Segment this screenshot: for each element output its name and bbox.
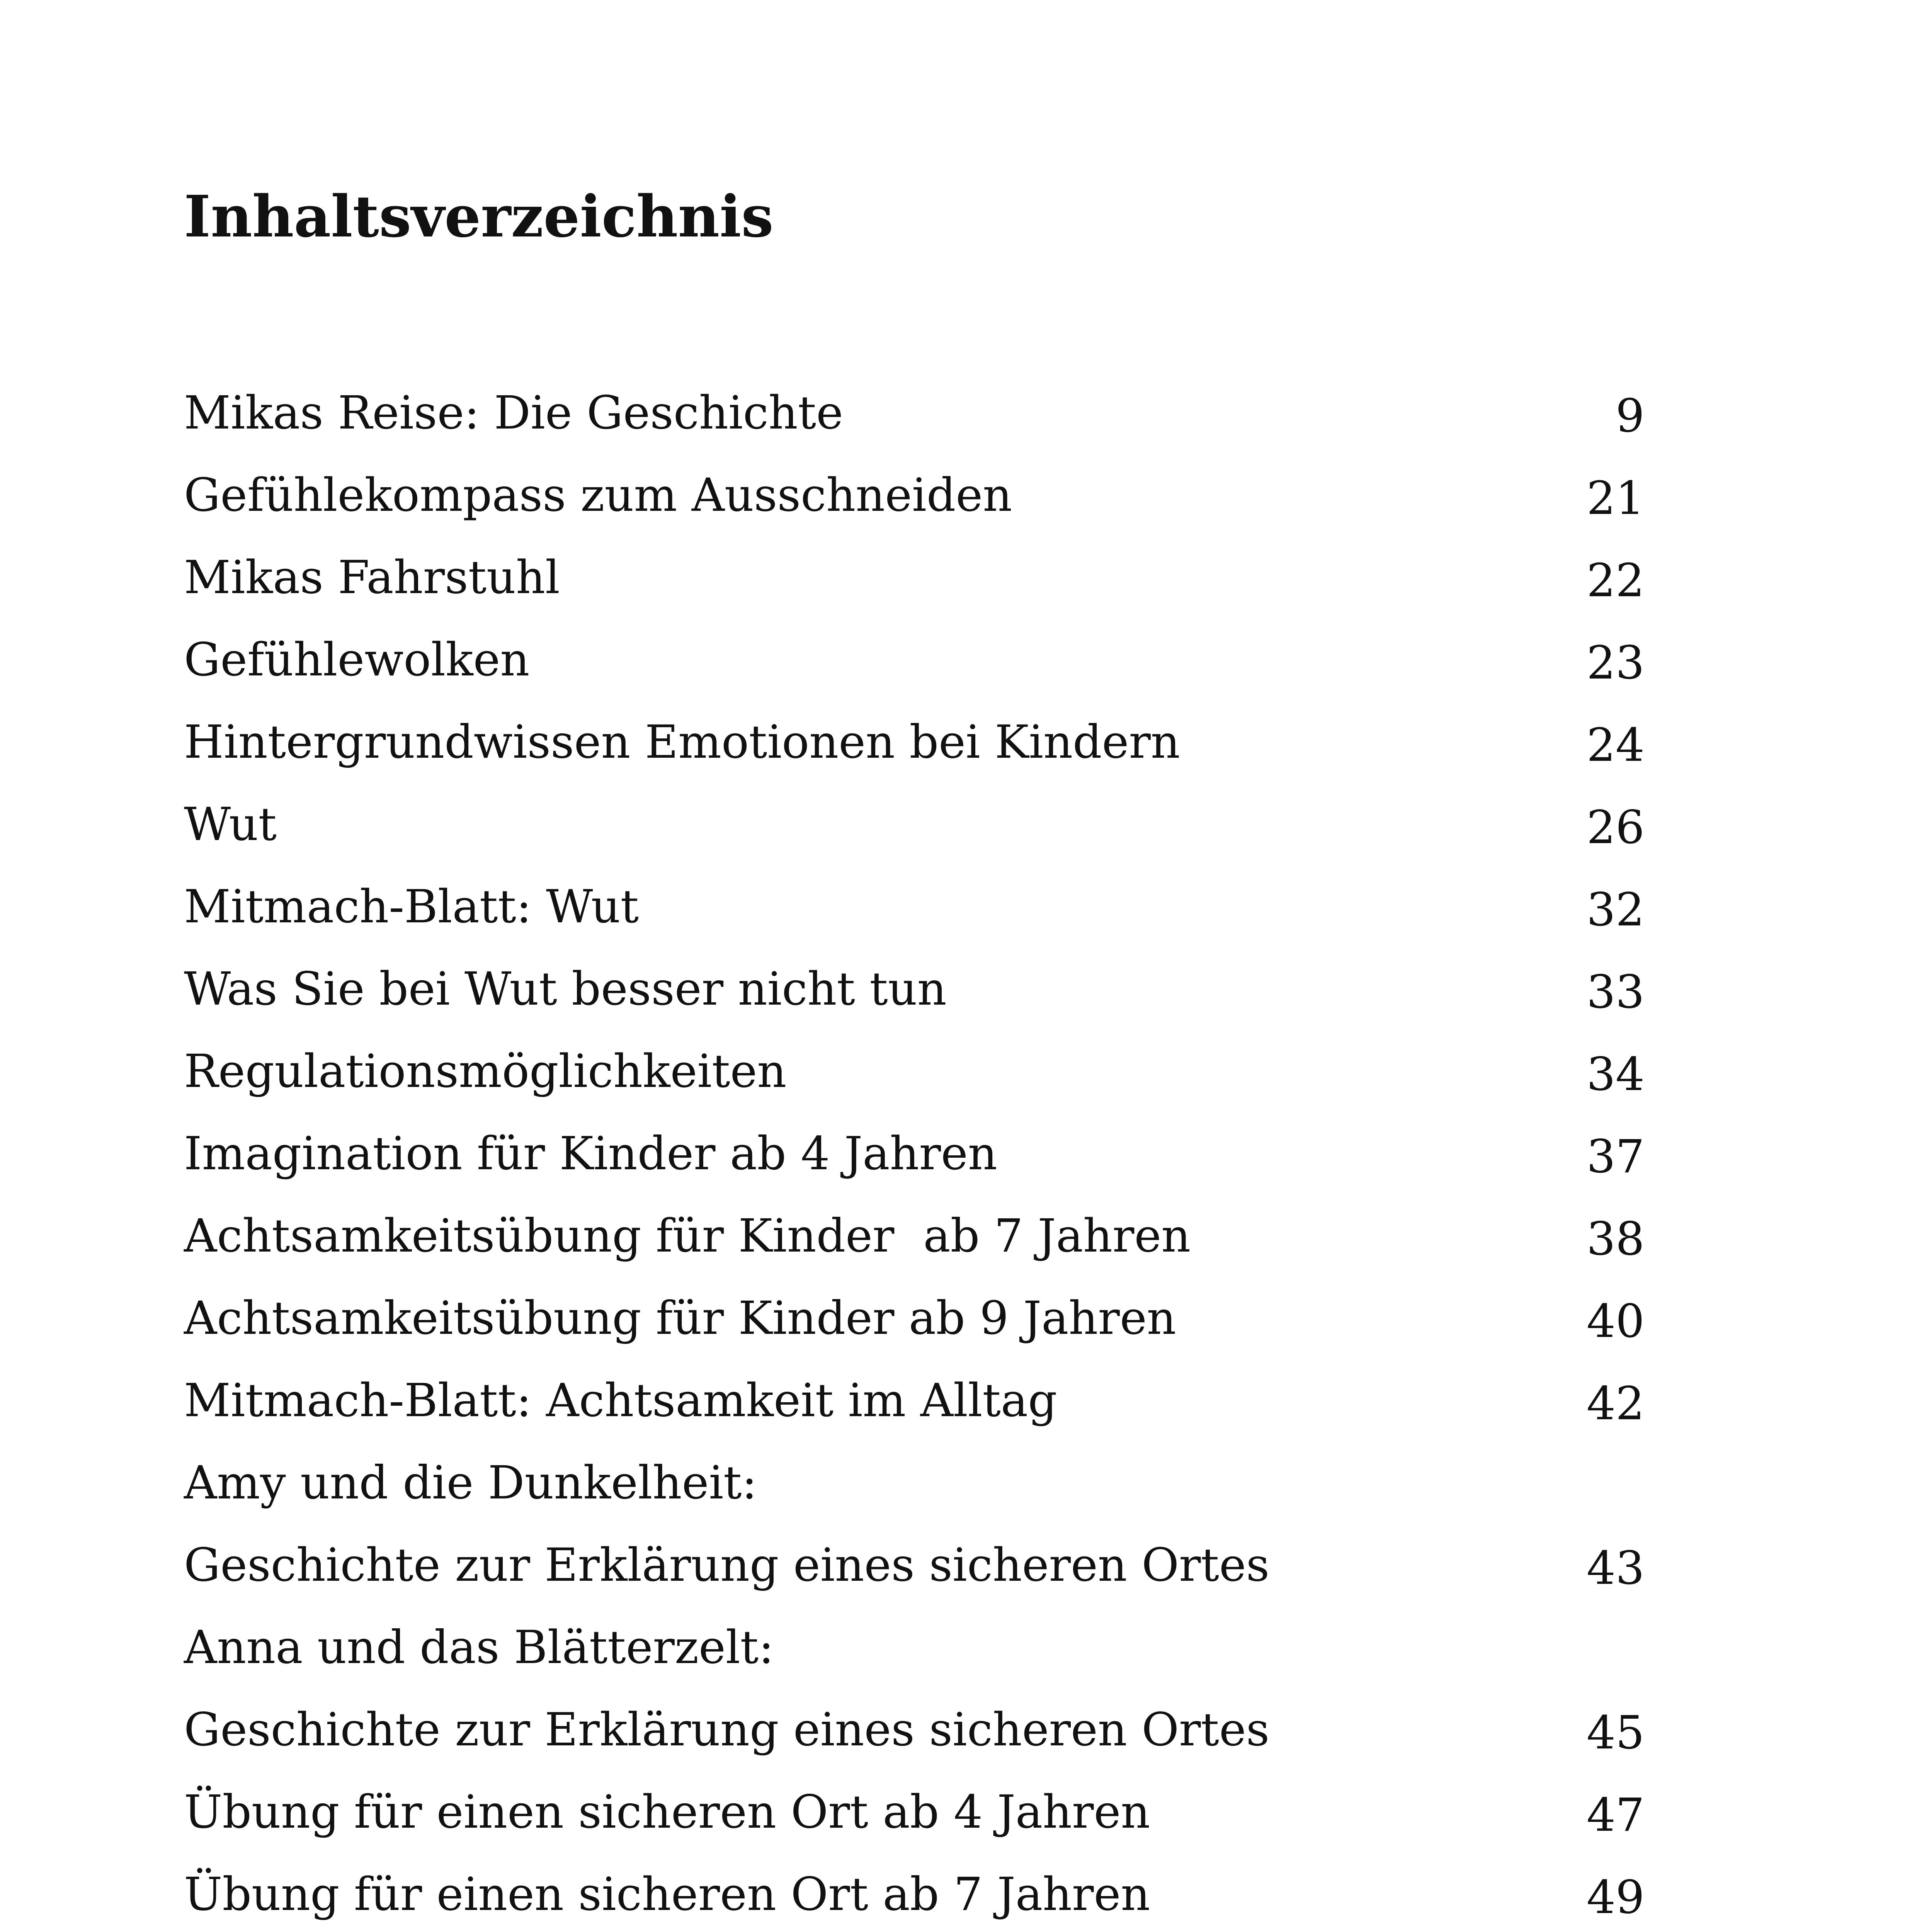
toc-entry-title: Regulationsmöglichkeiten: [184, 1044, 787, 1098]
toc-entry-page: 23: [1586, 636, 1645, 689]
toc-entry-page: 32: [1586, 883, 1645, 936]
toc-entry[interactable]: [184, 1783, 1645, 1841]
toc-entry-title: Amy und die Dunkelheit:: [184, 1456, 757, 1509]
toc-entry-page: 40: [1586, 1294, 1645, 1348]
toc-entry-page: 47: [1586, 1788, 1645, 1842]
table-of-contents: [184, 0, 1652, 1932]
toc-entry[interactable]: [184, 548, 1645, 606]
toc-entry-page: 9: [1615, 389, 1645, 442]
toc-entry-title: Gefühlewolken: [184, 633, 530, 686]
toc-entry-title: Imagination für Kinder ab 4 Jahren: [184, 1127, 997, 1180]
toc-entry-title: Mikas Reise: Die Geschichte: [184, 386, 844, 439]
toc-entry-page: 38: [1586, 1212, 1645, 1265]
toc-entry-page: 22: [1586, 554, 1645, 607]
toc-entry-page: 24: [1586, 718, 1645, 772]
toc-entry[interactable]: [184, 1042, 1645, 1100]
toc-entry[interactable]: [184, 1865, 1645, 1923]
toc-entry-title: Anna und das Blätterzelt:: [184, 1621, 774, 1674]
toc-entry[interactable]: [184, 1618, 1645, 1676]
toc-entry-page: 45: [1586, 1706, 1645, 1759]
toc-entry[interactable]: [184, 1371, 1645, 1429]
toc-entry[interactable]: [184, 384, 1645, 442]
page-title: Inhaltsverzeichnis: [184, 183, 774, 250]
toc-entry-title: Geschichte zur Erklärung eines sicheren Ortes: [184, 1538, 1270, 1592]
toc-entry-title: Mitmach-Blatt: Wut: [184, 880, 639, 933]
toc-entry[interactable]: [184, 1701, 1645, 1759]
toc-entry-title: Achtsamkeitsübung für Kinder ab 7 Jahren: [184, 1209, 1191, 1262]
toc-entry-title: Hintergrundwissen Emotionen bei Kindern: [184, 715, 1180, 769]
toc-entry[interactable]: [184, 1124, 1645, 1182]
toc-entry-page: 49: [1586, 1871, 1645, 1924]
toc-entry[interactable]: [184, 713, 1645, 771]
toc-entry[interactable]: [184, 878, 1645, 935]
toc-entry[interactable]: [184, 795, 1645, 853]
toc-entry-title: Achtsamkeitsübung für Kinder ab 9 Jahren: [184, 1291, 1176, 1345]
toc-entry-page: 42: [1586, 1377, 1645, 1430]
toc-entry-page: 43: [1586, 1541, 1645, 1595]
toc-entry[interactable]: [184, 1289, 1645, 1347]
toc-entry[interactable]: [184, 1207, 1645, 1265]
toc-entry-page: 33: [1586, 965, 1645, 1019]
toc-entry-page: 34: [1586, 1048, 1645, 1101]
toc-entry-page: 21: [1586, 471, 1645, 525]
toc-entry-title: Was Sie bei Wut besser nicht tun: [184, 962, 947, 1015]
toc-entry[interactable]: [184, 466, 1645, 524]
toc-entry-title: Gefühlekompass zum Ausschneiden: [184, 468, 1012, 522]
toc-entry[interactable]: [184, 1454, 1645, 1512]
toc-entry-title: Übung für einen sicheren Ort ab 7 Jahren: [184, 1867, 1150, 1921]
toc-entry-title: Mitmach-Blatt: Achtsamkeit im Alltag: [184, 1374, 1057, 1427]
toc-entry-title: Geschichte zur Erklärung eines sicheren Ortes: [184, 1703, 1270, 1756]
toc-entry-title: Mikas Fahrstuhl: [184, 551, 560, 604]
toc-entry-title: Übung für einen sicheren Ort ab 4 Jahren: [184, 1785, 1150, 1838]
toc-entry[interactable]: [184, 1536, 1645, 1594]
toc-entry-title: Wut: [184, 798, 277, 851]
toc-entry-page: 37: [1586, 1130, 1645, 1183]
toc-entry[interactable]: [184, 960, 1645, 1018]
toc-entry[interactable]: [184, 631, 1645, 689]
toc-entry-page: 26: [1586, 801, 1645, 854]
